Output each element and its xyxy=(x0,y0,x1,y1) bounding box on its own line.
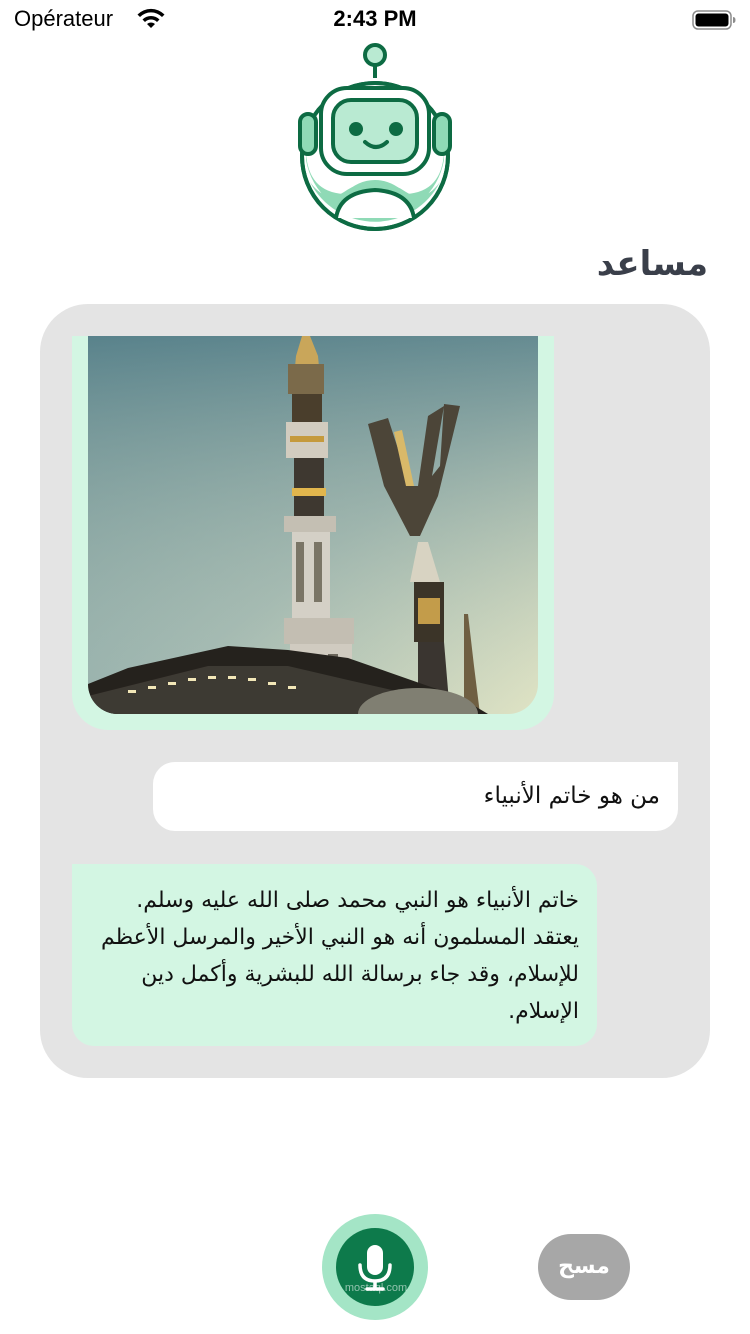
chat-panel[interactable] xyxy=(40,304,710,1078)
clear-button[interactable]: مسح xyxy=(538,1234,630,1300)
battery-icon xyxy=(692,10,736,30)
assistant-title: مساعد xyxy=(596,244,708,284)
status-bar xyxy=(0,0,750,40)
carrier-label: Opérateur xyxy=(14,6,114,31)
watermark: mostaql.com xyxy=(344,1282,408,1294)
assistant-message[interactable] xyxy=(72,864,597,1046)
status-time: 2:43 PM xyxy=(333,6,417,31)
user-message-text: من هو خاتم الأنبياء xyxy=(483,783,660,809)
mosque-minarets-photo xyxy=(88,336,538,714)
microphone-button[interactable] xyxy=(322,1214,428,1320)
assistant-image-message[interactable] xyxy=(72,336,554,730)
user-message[interactable] xyxy=(153,762,678,831)
assistant-message-text: خاتم الأنبياء هو النبي محمد صلى الله عليه وسلم. يعتقد المسلمون أنه هو النبي الأخير والمرسل الأعظم للإسلام، وقد جاء برسالة الله للبشرية وأكمل دين الإسلام. xyxy=(100,888,579,1024)
microphone-button-core xyxy=(336,1228,414,1306)
robot-avatar-icon xyxy=(296,42,454,236)
